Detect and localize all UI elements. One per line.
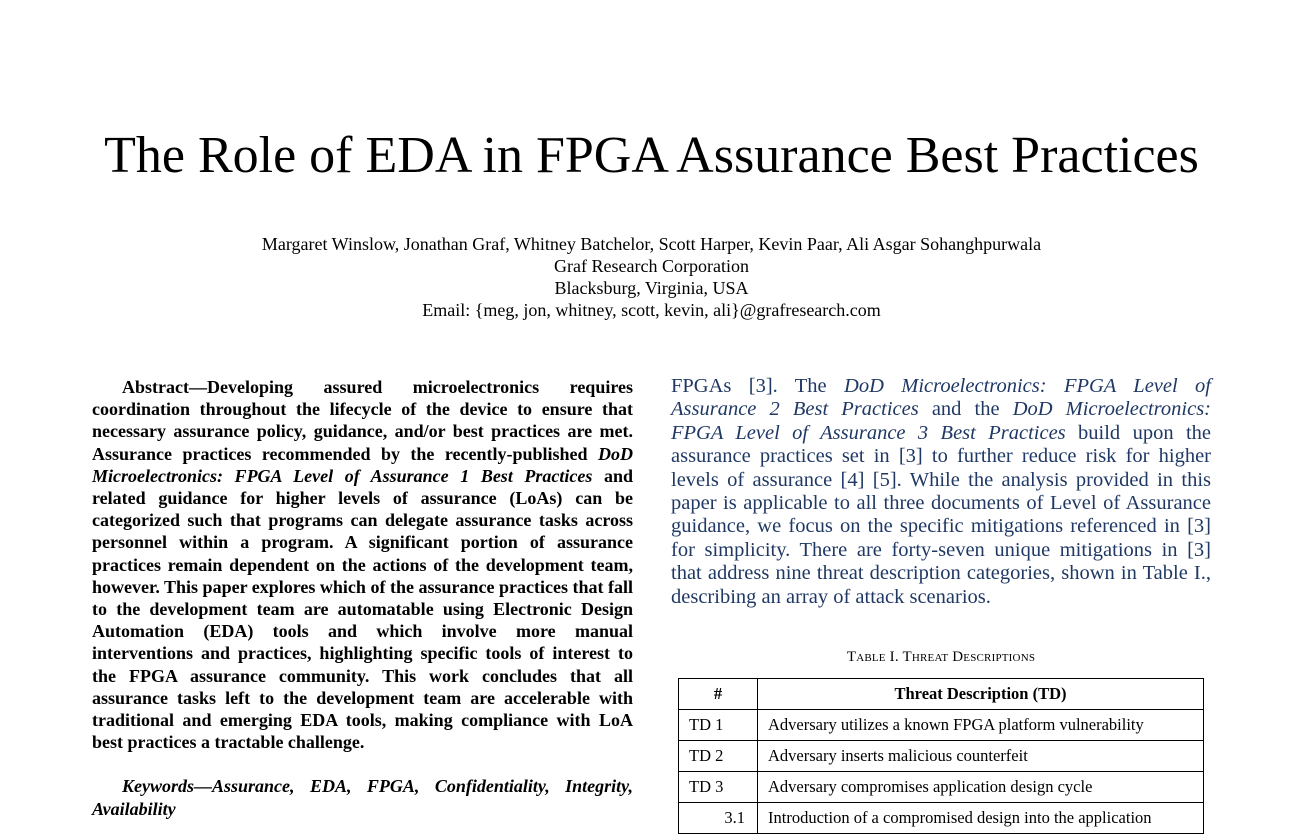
table-caption-prefix: Table I. [846,649,903,665]
abstract-doc-title: DoD Microelectronics: FPGA Level of Assurance 1 Best Practices [92,443,633,486]
left-column [92,376,633,820]
row-description: Adversary compromises application design cycle [758,772,1204,803]
affiliation: Graf Research Corporation [554,256,749,276]
row-number: TD 2 [679,741,758,772]
body-doc-title-3: DoD Microelectronics: FPGA Level of Assurance 3 Best Practices [671,398,1211,444]
row-description: Adversary inserts malicious counterfeit [758,741,1204,772]
table-row [679,710,1204,741]
threat-table [678,678,1204,834]
abstract-rest: and related guidance for higher levels of assurance (LoAs) can be categorized such that programs can delegate assurance tasks across personnel within a program. A significant portion of assurance practices remain dependent on the actions of the development team, however. This paper explores which of the assurance practices that fall to the development team are automatable using Electronic Design Automation (EDA) tools and which involve more manual interventions and practices, highlighting specific tools of interest to the FPGA assurance community. This work concludes that all assurance tasks left to the development team are accelerable with traditional and emerging EDA tools, making compliance with LoA best practices a tractable challenge. [92,465,633,753]
abstract-lead: Abstract—Developing assured microelectronics requires coordination throughout the lifecycle of the device to ensure that necessary assurance policy, guidance, and/or best practices are met. Assurance practices recommended by the recently-published [92,377,633,464]
table-header-row [679,679,1204,710]
table-row [679,741,1204,772]
body-paragraph [671,375,1211,609]
table-caption [671,647,1211,667]
right-column [671,375,1211,609]
table-row [679,772,1204,803]
email: Email: {meg, jon, whitney, scott, kevin, ali}@grafresearch.com [422,300,881,320]
row-description: Introduction of a compromised design into the application [758,803,1204,834]
author-block [0,233,1303,321]
body-text-2: and the [918,398,1013,421]
row-number: TD 3 [679,772,758,803]
body-doc-title-2: DoD Microelectronics: FPGA Level of Assurance 2 Best Practices [671,375,1212,421]
table-header-description: Threat Description (TD) [758,679,1204,710]
table-caption-name: Threat Descriptions [902,649,1036,665]
row-number: TD 1 [679,710,758,741]
abstract [92,376,633,753]
row-description: Adversary utilizes a known FPGA platform vulnerability [758,710,1204,741]
body-text-3: build upon the assurance practices set in [3] to further reduce risk for higher levels of assurance [4] [5]. While the analysis provided in this paper is applicable to all three documents of Level of Assurance guidance, we focus on the specific mitigations referenced in [3] for simplicity. There are forty-seven unique mitigations in [3] that address nine threat description categories, shown in Table I., describing an array of attack scenarios. [671,421,1211,608]
keywords [92,775,633,819]
author-list: Margaret Winslow, Jonathan Graf, Whitney Batchelor, Scott Harper, Kevin Paar, Ali Asgar Sohanghpurwala [261,234,1042,254]
table-header-number: # [679,679,758,710]
paper-title: The Role of EDA in FPGA Assurance Best Practices [104,127,1199,184]
location: Blacksburg, Virginia, USA [554,278,749,298]
table-row [679,803,1204,834]
keywords-text: Keywords—Assurance, EDA, FPGA, Confidentiality, Integrity, Availability [92,776,633,819]
row-number: 3.1 [679,803,758,834]
body-text-1: FPGAs [3]. The [671,375,845,397]
